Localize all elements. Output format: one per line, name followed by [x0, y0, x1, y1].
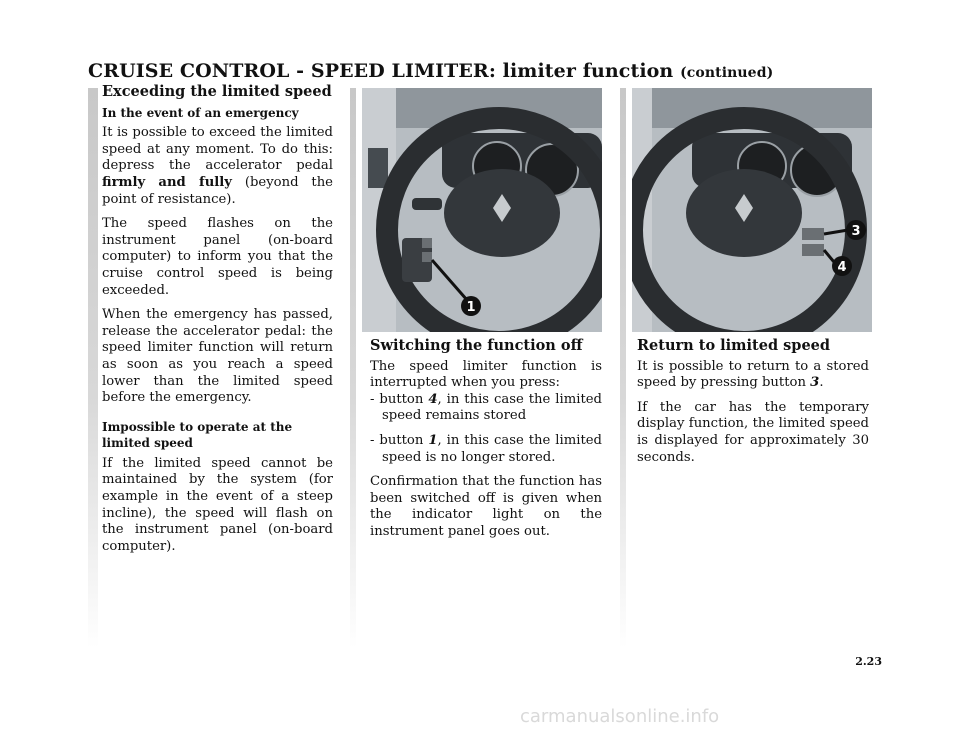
paragraph-confirmation: Confirmation that the function has been switched off is given when the indicator light on the instrument panel goes out. — [370, 474, 602, 539]
page-title: CRUISE CONTROL - SPEED LIMITER: limiter function (continued) — [88, 60, 774, 82]
left-gutter-bar — [88, 88, 98, 648]
steering-wheel-photo-1 — [362, 88, 602, 332]
callout-marker-3: 3 — [851, 224, 861, 239]
paragraph-temporary-display: If the car has the temporary display function, the limited speed is displayed for approximately 30 seconds. — [637, 399, 869, 465]
paragraph-flash: The speed flashes on the instrument panel (on-board computer) to inform you that the cruise control speed is being exceeded. — [102, 216, 333, 298]
right-gutter-bar — [620, 88, 626, 648]
paragraph-return-stored: It is possible to return to a stored speed by pressing button 3. — [637, 358, 869, 391]
section-heading-switching-off: Switching the function off — [370, 337, 583, 354]
steering-wheel-photo-2 — [632, 88, 872, 332]
paragraph-release: When the emergency has passed, release the accelerator pedal: the speed limiter function will return as soon as you reach a speed lower than the limited speed before the emergency. — [102, 307, 333, 406]
middle-gutter-bar — [350, 88, 356, 648]
section-heading-exceeding: Exceeding the limited speed — [102, 83, 332, 100]
watermark: carmanualsonline.info — [520, 706, 720, 727]
section-heading-return: Return to limited speed — [637, 337, 831, 354]
list-item-button-1: - button 1, in this case the limited speed is no longer stored. — [370, 432, 603, 465]
list-item-button-4: - button 4, in this case the limited speed remains stored — [370, 391, 603, 424]
paragraph-exceed: It is possible to exceed the limited speed at any moment. To do this: depress the accelerator pedal firmly and fully (beyond the point of resistance). — [102, 125, 333, 207]
subheading-impossible: Impossible to operate at the limited speed — [102, 419, 293, 451]
paragraph-incline: If the limited speed cannot be maintained by the system (for example in the event of a steep incline), the speed will flash on the instrument panel (on-board computer). — [102, 455, 333, 554]
subheading-emergency: In the event of an emergency — [102, 105, 299, 120]
page-number: 2.23 — [855, 655, 882, 668]
middle-column — [370, 338, 602, 549]
paragraph-interrupted: The speed limiter function is interrupted when you press: — [370, 358, 602, 391]
callout-marker-1: 1 — [466, 300, 476, 315]
right-column — [637, 338, 869, 474]
callout-marker-4: 4 — [837, 260, 847, 275]
left-column — [102, 84, 333, 563]
